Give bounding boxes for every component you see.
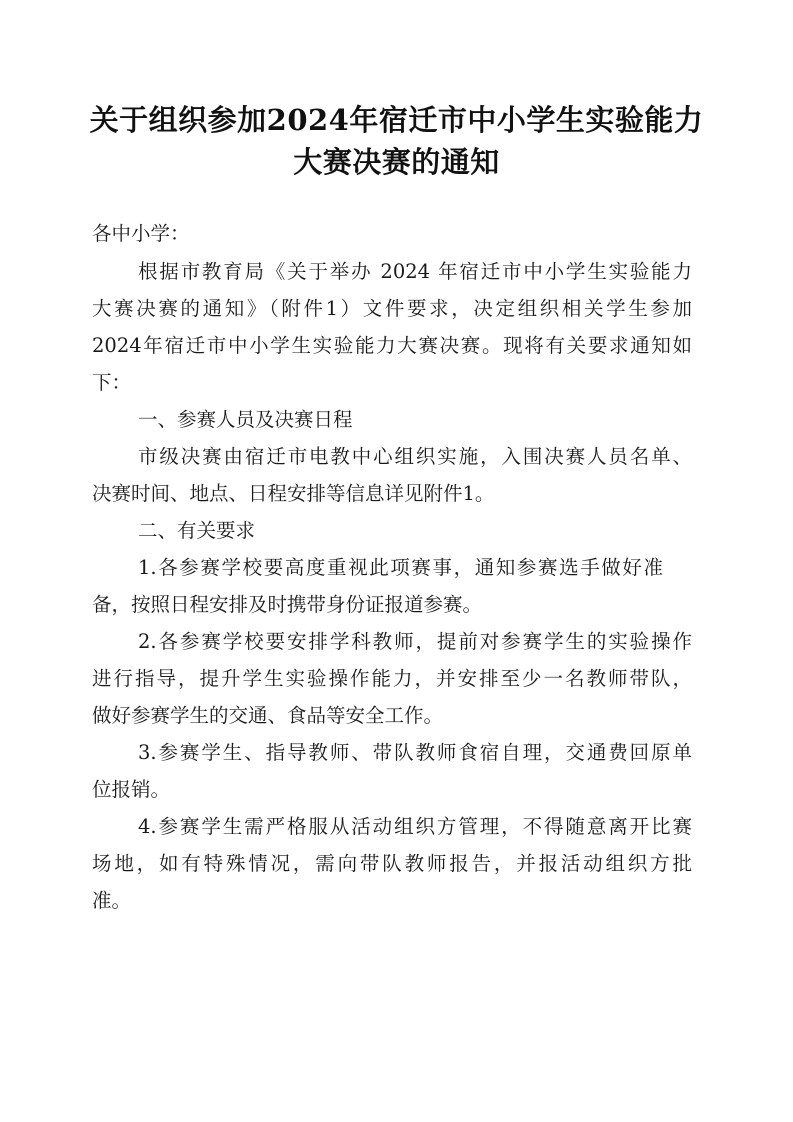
body-line: 做好参赛学生的交通、食品等安全工作。	[92, 704, 444, 727]
section-heading: 二、有关要求	[138, 519, 256, 542]
document-title-line-2: 大赛决赛的通知	[293, 145, 500, 179]
body-line: 下：	[92, 371, 132, 394]
salutation: 各中小学：	[92, 222, 190, 245]
body-line: 2.各参赛学校要安排学科教师，提前对参赛学生的实验操作	[138, 630, 692, 653]
document-title-line-1: 关于组织参加2024年宿迁市中小学生实验能力	[89, 103, 704, 137]
body-line: 4.参赛学生需严格服从活动组织方管理，不得随意离开比赛	[138, 815, 692, 838]
body-line: 决赛时间、地点、日程安排等信息详见附件1。	[92, 482, 495, 505]
body-line: 备，按照日程安排及时携带身份证报道参赛。	[92, 593, 483, 616]
body-line: 1.各参赛学校要高度重视此项赛事，通知参赛选手做好准	[138, 556, 663, 579]
section-heading: 一、参赛人员及决赛日程	[138, 408, 353, 431]
body-line: 大赛决赛的通知》（附件1）文件要求，决定组织相关学生参加	[92, 297, 692, 320]
body-line: 位报销。	[92, 778, 171, 801]
body-line: 场地，如有特殊情况，需向带队教师报告，并报活动组织方批	[92, 852, 692, 875]
body-line: 2024年宿迁市中小学生实验能力大赛决赛。现将有关要求通知如	[92, 334, 692, 357]
body-line: 3.参赛学生、指导教师、带队教师食宿自理，交通费回原单	[138, 741, 692, 764]
body-line: 市级决赛由宿迁市电教中心组织实施，入围决赛人员名单、	[138, 445, 692, 468]
body-line: 进行指导，提升学生实验操作能力，并安排至少一名教师带队，	[92, 667, 692, 690]
body-line: 准。	[92, 889, 132, 912]
body-line: 根据市教育局《关于举办 2024 年宿迁市中小学生实验能力	[138, 260, 692, 283]
